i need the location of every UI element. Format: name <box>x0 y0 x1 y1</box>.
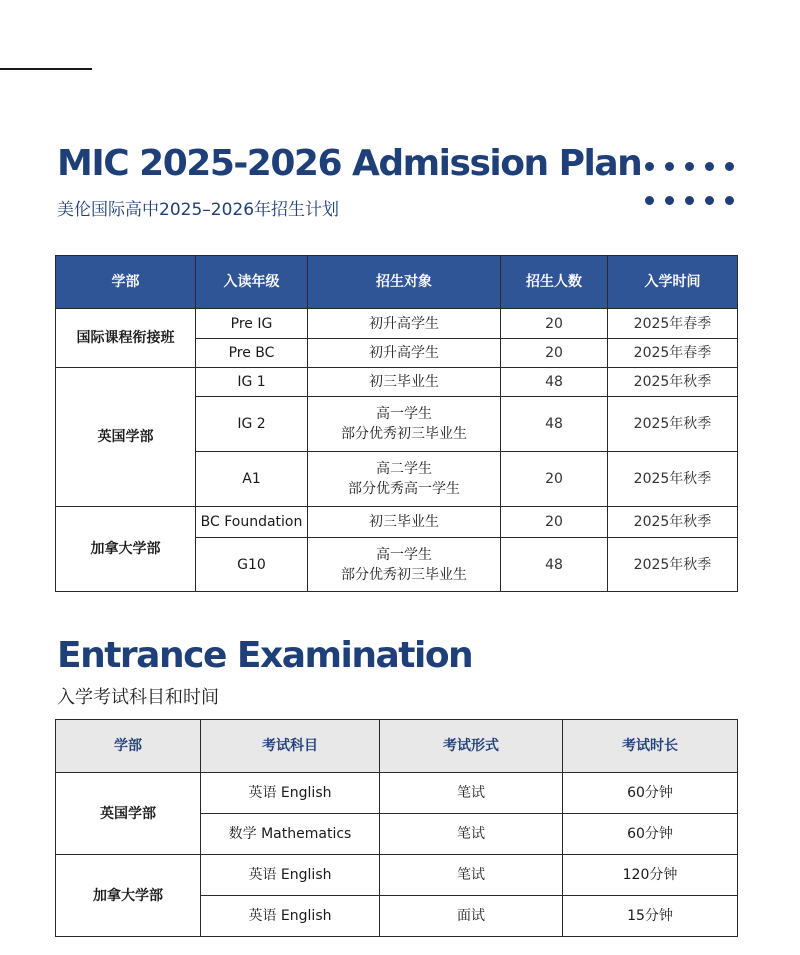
department-cell: 国际课程衔接班 <box>56 309 196 368</box>
count-cell: 48 <box>501 397 608 452</box>
dot <box>685 196 694 205</box>
target-cell <box>308 397 501 452</box>
target-line: 高一学生 <box>376 406 432 422</box>
subject-cell: 英语 English <box>201 896 380 937</box>
column-header: 考试时长 <box>563 720 738 773</box>
table-header-row <box>56 720 738 773</box>
grade-cell: A1 <box>196 452 308 507</box>
dot <box>665 162 674 171</box>
table-row <box>56 507 738 538</box>
time-cell: 2025年秋季 <box>608 452 738 507</box>
column-header: 招生对象 <box>308 256 501 309</box>
target-line: 高二学生 <box>376 461 432 477</box>
table-row <box>56 368 738 397</box>
department-cell: 加拿大学部 <box>56 855 201 937</box>
column-header: 学部 <box>56 256 196 309</box>
target-cell: 初升高学生 <box>308 309 501 339</box>
dot <box>725 162 734 171</box>
top-divider <box>0 68 92 70</box>
table-row <box>56 309 738 339</box>
column-header: 学部 <box>56 720 201 773</box>
column-header: 入读年级 <box>196 256 308 309</box>
page-subtitle: 美伦国际高中2025–2026年招生计划 <box>57 200 340 220</box>
grade-cell: G10 <box>196 538 308 592</box>
column-header: 入学时间 <box>608 256 738 309</box>
page-title: MIC 2025-2026 Admission Plan <box>57 143 642 184</box>
table-row <box>56 855 738 896</box>
column-header: 考试形式 <box>380 720 563 773</box>
grade-cell: IG 1 <box>196 368 308 397</box>
table-row <box>56 773 738 814</box>
subject-cell: 英语 English <box>201 773 380 814</box>
form-cell: 笔试 <box>380 773 563 814</box>
admission-plan-table <box>55 255 738 592</box>
dot <box>705 162 714 171</box>
target-line: 部分优秀初三毕业生 <box>341 566 467 583</box>
target-cell: 初升高学生 <box>308 339 501 368</box>
count-cell: 48 <box>501 368 608 397</box>
grade-cell: BC Foundation <box>196 507 308 538</box>
exam-section-title: Entrance Examination <box>57 635 473 676</box>
target-line: 部分优秀初三毕业生 <box>341 426 467 442</box>
table-header-row <box>56 256 738 309</box>
time-cell: 2025年秋季 <box>608 507 738 538</box>
subject-cell: 英语 English <box>201 855 380 896</box>
count-cell: 20 <box>501 339 608 368</box>
dot <box>725 196 734 205</box>
target-cell <box>308 538 501 592</box>
column-header: 招生人数 <box>501 256 608 309</box>
target-cell <box>308 452 501 507</box>
target-cell: 初三毕业生 <box>308 368 501 397</box>
form-cell: 笔试 <box>380 814 563 855</box>
form-cell: 面试 <box>380 896 563 937</box>
exam-section-subtitle: 入学考试科目和时间 <box>57 687 219 708</box>
duration-cell: 15分钟 <box>563 896 738 937</box>
dot <box>665 196 674 205</box>
dot <box>685 162 694 171</box>
count-cell: 20 <box>501 507 608 538</box>
grade-cell: IG 2 <box>196 397 308 452</box>
time-cell: 2025年春季 <box>608 309 738 339</box>
duration-cell: 120分钟 <box>563 855 738 896</box>
grade-cell: Pre BC <box>196 339 308 368</box>
duration-cell: 60分钟 <box>563 814 738 855</box>
time-cell: 2025年秋季 <box>608 397 738 452</box>
time-cell: 2025年秋季 <box>608 538 738 592</box>
target-line: 部分优秀高一学生 <box>348 481 460 497</box>
time-cell: 2025年春季 <box>608 339 738 368</box>
target-cell: 初三毕业生 <box>308 507 501 538</box>
form-cell: 笔试 <box>380 855 563 896</box>
dot <box>645 162 654 171</box>
duration-cell: 60分钟 <box>563 773 738 814</box>
column-header: 考试科目 <box>201 720 380 773</box>
grade-cell: Pre IG <box>196 309 308 339</box>
subject-cell: 数学 Mathematics <box>201 814 380 855</box>
department-cell: 加拿大学部 <box>56 507 196 592</box>
count-cell: 48 <box>501 538 608 592</box>
time-cell: 2025年秋季 <box>608 368 738 397</box>
dot <box>705 196 714 205</box>
count-cell: 20 <box>501 452 608 507</box>
target-line: 高一学生 <box>376 546 432 563</box>
entrance-exam-table <box>55 719 738 937</box>
dot <box>645 196 654 205</box>
department-cell: 英国学部 <box>56 773 201 855</box>
count-cell: 20 <box>501 309 608 339</box>
dot-grid-icon <box>645 162 745 212</box>
department-cell: 英国学部 <box>56 368 196 507</box>
